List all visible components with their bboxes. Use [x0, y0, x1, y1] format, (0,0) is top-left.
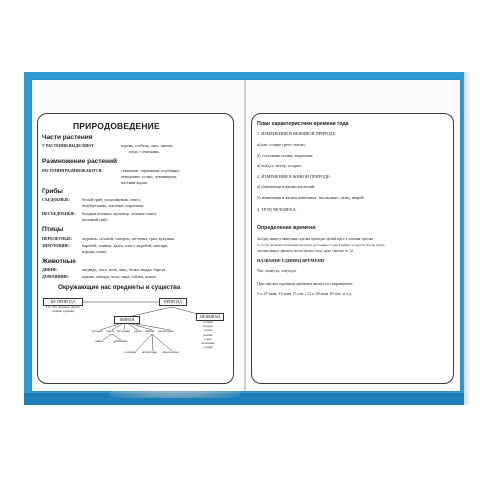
living-box: ЖИВАЯ — [114, 316, 140, 324]
nonliving-item-sun: солнце — [203, 320, 213, 324]
domestic-label: ДОМАШНИЕ: — [42, 274, 70, 279]
plan-item1: 1. ИЗМЕНЕНИЯ В НЕЖИВОЙ ПРИРОДЕ: — [257, 131, 337, 136]
wintering-line2: ворона, галка. — [82, 249, 108, 254]
nonliving-item-soil: почва — [203, 328, 213, 333]
reproduction-heading: Размножение растений — [42, 158, 118, 165]
plan-item2a: а) изменения в жизни растений; — [257, 184, 316, 189]
living-item-beasts: звери — [106, 329, 114, 333]
nature-box: ПРИРОДА — [159, 298, 187, 306]
edible-line2: подберезовик, лисички, сыроежки. — [82, 203, 145, 208]
nonliving-box: НЕЖИВАЯ — [196, 313, 224, 321]
units-text: Час, минута, секунда. — [257, 268, 297, 273]
nonliving-item-mountains: горы — [204, 336, 212, 341]
living-item-plants: растения — [117, 329, 130, 333]
living-item-human: человек — [91, 329, 103, 333]
time-heading: Определение времени — [257, 225, 316, 231]
units-heading: НАЗВАНИЕ ЕДИНИЦ ВРЕМЕНИ — [257, 258, 325, 263]
birds-migratory: перелетные — [162, 350, 179, 354]
edible-line1: белый гриб, подосиновик, опята, — [82, 197, 141, 202]
nonliving-items-list — [197, 320, 219, 351]
domestic-text: корова, лошадь, коза, овца, собака, кошка. — [82, 274, 158, 279]
wintering-label: ЗИМУЮЩИЕ: — [42, 243, 70, 248]
nonliving-item-stones: камни — [203, 332, 213, 337]
nonliving-item-reservoirs: водоемы — [201, 341, 215, 346]
page-title: ПРИРОДОВЕДЕНИЕ — [73, 121, 160, 131]
living-item-fish: рыбы — [134, 329, 142, 333]
living-item-birds: птицы — [145, 329, 155, 333]
inedible-line1: бледная поганка, мухомор, ложные опята, — [82, 211, 157, 216]
wild-label: ДИКИЕ: — [42, 267, 58, 272]
birds-settled: оседлые — [124, 350, 136, 354]
plan-item3: 3. ТРУД ЧЕЛОВЕКА. — [257, 207, 297, 212]
not-nature-note: (то, что человек сделал своими руками) — [46, 305, 80, 313]
birds-heading: Птицы — [42, 226, 64, 233]
migratory-label: ПЕРЕЛЕТНЫЕ: — [42, 236, 73, 241]
parts-line2: плод с семенами. — [129, 149, 160, 154]
animals-heading: Животные — [42, 258, 76, 265]
plan-item2: 2. ИЗМЕНЕНИЯ В ЖИВОЙ ПРИРОДЕ: — [257, 174, 331, 179]
diagram-heading: Окружающие нас предметы и существа — [58, 284, 181, 291]
parts-label: У РАСТЕНИЯ ВЫДЕЛЯЮТ — [42, 143, 94, 148]
nonliving-item-air: воздух — [203, 324, 213, 329]
abbr-text: При числах единицы времени пишутся сокращённо: — [257, 281, 354, 286]
plan-item2b: б) изменения в жизни животных: насекомых, птиц, зверей. — [257, 195, 365, 200]
mushrooms-heading: Грибы — [42, 188, 63, 195]
edible-label: СЪЕДОБНЫЕ: — [42, 197, 71, 202]
animals-domestic: домашние — [113, 339, 128, 343]
not-nature-box: НЕ ПРИРОДА — [43, 298, 83, 306]
reproduction-line1: семенами, черенками, клубнями, — [121, 168, 180, 173]
wild-text: медведь, лиса, волк, заяц, белка, выдра, барсук. — [82, 267, 167, 272]
time-para-line2: за тот же промежуток времени проходит расстояние от одной цифры до другой. Чтобы узнать, — [257, 243, 386, 247]
plan-item1a: а) как солнце греет землю; — [257, 142, 306, 147]
abbr-example: 5 ч 47 мин; 10 мин 15 сек.; 12 ч 30 мин 10 сек. и т.д. — [257, 291, 352, 296]
birds-nomadic: кочующие — [142, 350, 157, 354]
reproduction-label: РАСТЕНИЯ РАЗМНОЖАЮТСЯ — [42, 168, 102, 173]
inedible-line2: желчный гриб. — [82, 217, 109, 222]
wintering-line1: воробей, синица, дятел, клест, воробей, снегирь, — [82, 243, 169, 248]
parts-heading: Части растения — [42, 134, 93, 141]
time-para-line3: сколько минут прошло после целого часа, надо считать от 12. — [257, 249, 354, 253]
time-para-line1: За одну минуту минутная стрелка проходит целый круг, а часовая стрелка — [257, 237, 374, 241]
plan-item1c: в) воздух, ветер, осадки. — [257, 163, 302, 168]
reproduction-line3: частями корня. — [121, 180, 148, 185]
parts-line1: корень, стебель, лист, цветок, — [121, 143, 174, 148]
inedible-label: НЕСЪЕДОБНЫЕ: — [42, 211, 76, 216]
reproduction-line2: отводками, усами, луковицами, — [121, 174, 177, 179]
nonliving-item-precipitation: осадки — [202, 345, 214, 350]
plan-item1b: б) состояние почвы, водоемов; — [257, 153, 314, 158]
animals-wild: дикие — [95, 339, 104, 343]
plan-heading: План характеристики времени года — [257, 121, 349, 127]
living-item-insects: насекомые — [158, 329, 174, 333]
migratory-text: журавль, соловей, скворец, ласточка, грач, кукушка. — [82, 236, 175, 241]
